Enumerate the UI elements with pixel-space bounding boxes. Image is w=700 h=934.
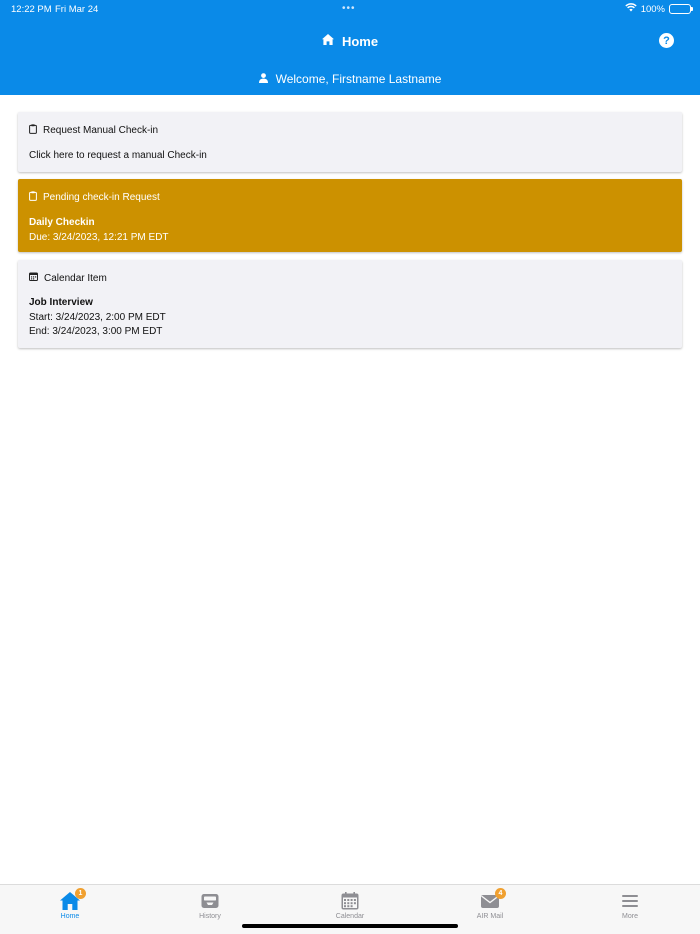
user-icon — [259, 72, 268, 86]
multitasking-dots[interactable]: ••• — [342, 3, 356, 14]
tab-label: Home — [60, 913, 80, 920]
calendar-icon — [340, 891, 360, 911]
home-badge: 1 — [75, 888, 86, 899]
welcome-text: Welcome, Firstname Lastname — [275, 72, 442, 86]
menu-icon — [620, 891, 640, 911]
checkin-name: Daily Checkin — [29, 217, 95, 228]
tab-label: More — [622, 913, 638, 920]
card-title: Request Manual Check-in — [43, 125, 159, 136]
help-icon: ? — [663, 34, 670, 47]
card-title: Pending check-in Request — [43, 192, 160, 203]
clipboard-icon — [29, 124, 37, 137]
event-start: Start: 3/24/2023, 2:00 PM EDT — [29, 311, 166, 323]
status-time: 12:22 PM — [11, 4, 52, 15]
page-title: Home — [341, 33, 379, 49]
event-name: Job Interview — [29, 297, 93, 308]
pending-checkin-card[interactable] — [18, 179, 682, 252]
tab-history[interactable] — [170, 891, 250, 925]
calendar-item-card[interactable] — [18, 260, 682, 348]
manual-checkin-card[interactable] — [18, 112, 682, 172]
mail-icon — [480, 890, 503, 911]
wifi-icon — [625, 3, 637, 15]
tab-label: Calendar — [335, 913, 365, 920]
clipboard-icon — [29, 191, 37, 204]
battery-percent: 100% — [640, 3, 665, 15]
tab-calendar[interactable] — [310, 891, 390, 925]
home-icon — [322, 32, 334, 50]
inbox-icon — [200, 891, 220, 911]
help-button[interactable] — [659, 33, 674, 48]
card-description: Click here to request a manual Check-in — [29, 150, 207, 161]
home-indicator[interactable] — [242, 924, 458, 928]
home-icon — [60, 890, 83, 911]
status-bar — [0, 0, 700, 18]
checkin-due: Due: 3/24/2023, 12:21 PM EDT — [29, 231, 169, 243]
card-header — [29, 191, 671, 204]
mail-badge: 4 — [495, 888, 506, 899]
app-header — [0, 0, 700, 95]
card-header — [29, 272, 671, 284]
tab-home[interactable] — [30, 891, 110, 925]
tab-label: History — [199, 913, 221, 920]
title-row — [0, 30, 700, 52]
battery-icon — [669, 4, 691, 14]
welcome-row — [0, 70, 700, 88]
calendar-icon — [29, 272, 38, 284]
event-end: End: 3/24/2023, 3:00 PM EDT — [29, 326, 163, 337]
card-title: Calendar Item — [44, 272, 107, 284]
status-date: Fri Mar 24 — [55, 4, 99, 15]
tab-label: AIR Mail — [476, 913, 504, 920]
card-header — [29, 124, 671, 137]
tab-air-mail[interactable] — [450, 891, 530, 925]
status-indicators — [625, 3, 691, 15]
tab-more[interactable] — [590, 891, 670, 925]
